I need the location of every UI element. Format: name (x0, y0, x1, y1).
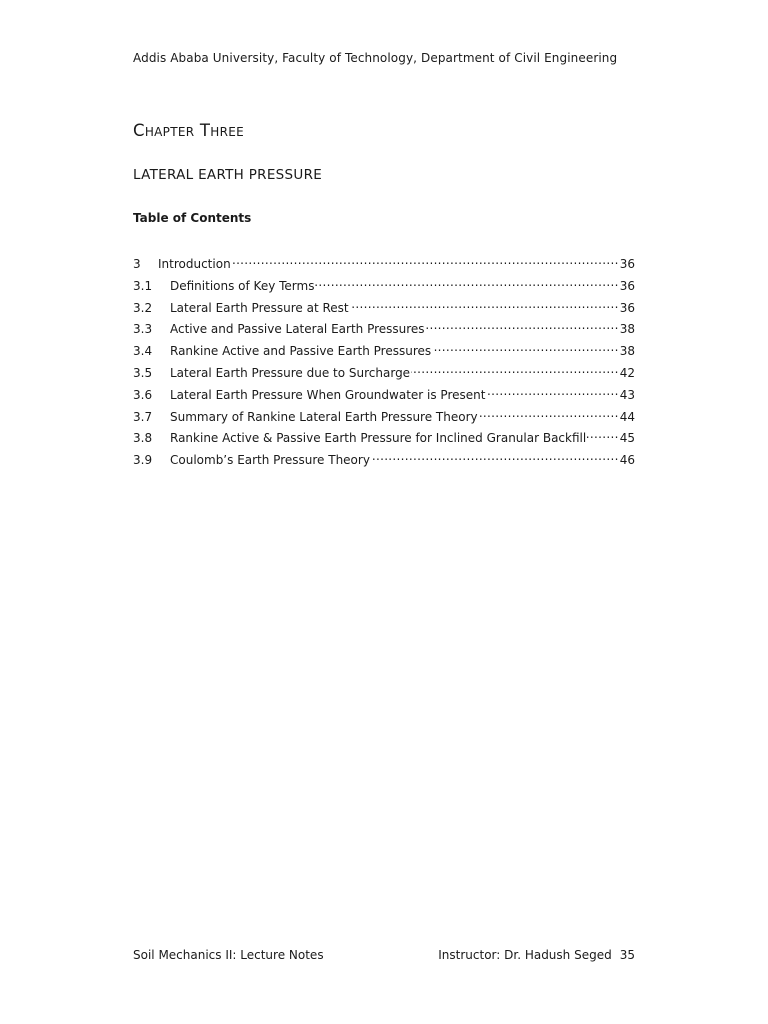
toc-entry[interactable] (133, 428, 635, 450)
toc-entry-number: 3.4 (133, 344, 153, 359)
toc-entry-number: 3.1 (133, 278, 153, 293)
toc-leader-dots (587, 428, 619, 442)
chapter-title: Chapter Three (133, 121, 244, 140)
toc-entry-number: 3.9 (133, 453, 153, 468)
toc-entry-page: 42 (619, 365, 635, 380)
toc-entry-title: Rankine Active and Passive Earth Pressures (170, 344, 432, 359)
toc-entry-number: 3.7 (133, 409, 153, 424)
toc-entry[interactable] (133, 407, 635, 429)
toc-entry-page: 36 (619, 257, 635, 271)
toc-entry[interactable] (133, 298, 635, 320)
table-of-contents (133, 254, 635, 472)
toc-entry-title: Lateral Earth Pressure due to Surcharge (170, 365, 411, 380)
toc-entry-page: 36 (619, 300, 635, 315)
chapter-subtitle: LATERAL EARTH PRESSURE (133, 167, 323, 183)
toc-entry[interactable] (133, 319, 635, 341)
toc-entry-title: Coulomb’s Earth Pressure Theory (170, 453, 370, 468)
toc-leader-dots (411, 363, 619, 377)
toc-leader-dots (426, 319, 619, 333)
toc-leader-dots (371, 450, 619, 464)
toc-entry-page: 45 (619, 431, 635, 446)
toc-entry-number: 3.6 (133, 387, 153, 402)
toc-entry[interactable] (133, 341, 635, 363)
toc-entry-page: 36 (619, 278, 635, 293)
toc-leader-dots (479, 407, 619, 421)
toc-heading: Table of Contents (133, 211, 252, 225)
footer-page-number: 35 (619, 948, 635, 962)
toc-entry-page: 44 (619, 409, 635, 424)
footer-course-title: Soil Mechanics II: Lecture Notes (133, 948, 324, 962)
toc-entry-title: Summary of Rankine Lateral Earth Pressure Theory (170, 409, 478, 424)
toc-entry[interactable] (133, 450, 635, 472)
toc-entry[interactable] (133, 254, 635, 276)
toc-entry-number: 3.2 (133, 300, 153, 315)
footer-instructor-block (438, 948, 635, 962)
toc-entry-title: Lateral Earth Pressure When Groundwater is Present (170, 387, 486, 402)
toc-entry-page: 38 (619, 344, 635, 359)
toc-entry-title: Introduction (158, 257, 231, 271)
toc-entry-page: 43 (619, 387, 635, 402)
toc-entry-page: 38 (619, 322, 635, 337)
toc-leader-dots (350, 298, 619, 312)
page-header: Addis Ababa University, Faculty of Technology, Department of Civil Engineering (133, 51, 618, 65)
toc-entry-title: Definitions of Key Terms (170, 278, 315, 293)
toc-entry-page: 46 (619, 453, 635, 468)
toc-entry-number: 3.5 (133, 365, 153, 380)
footer-instructor: Instructor: Dr. Hadush Seged (438, 948, 612, 962)
toc-entry-title: Rankine Active & Passive Earth Pressure for Inclined Granular Backfill (170, 431, 587, 446)
toc-entry[interactable] (133, 385, 635, 407)
toc-entry[interactable] (133, 363, 635, 385)
toc-leader-dots (315, 276, 618, 290)
toc-entry-number: 3.8 (133, 431, 153, 446)
toc-leader-dots (432, 341, 619, 355)
toc-leader-dots (486, 385, 618, 399)
toc-entry[interactable] (133, 276, 635, 298)
toc-entry-number: 3.3 (133, 322, 153, 337)
toc-entry-title: Active and Passive Lateral Earth Pressures (170, 322, 425, 337)
toc-leader-dots (232, 254, 619, 268)
toc-entry-title: Lateral Earth Pressure at Rest (170, 300, 349, 315)
toc-entry-number: 3 (133, 257, 141, 271)
